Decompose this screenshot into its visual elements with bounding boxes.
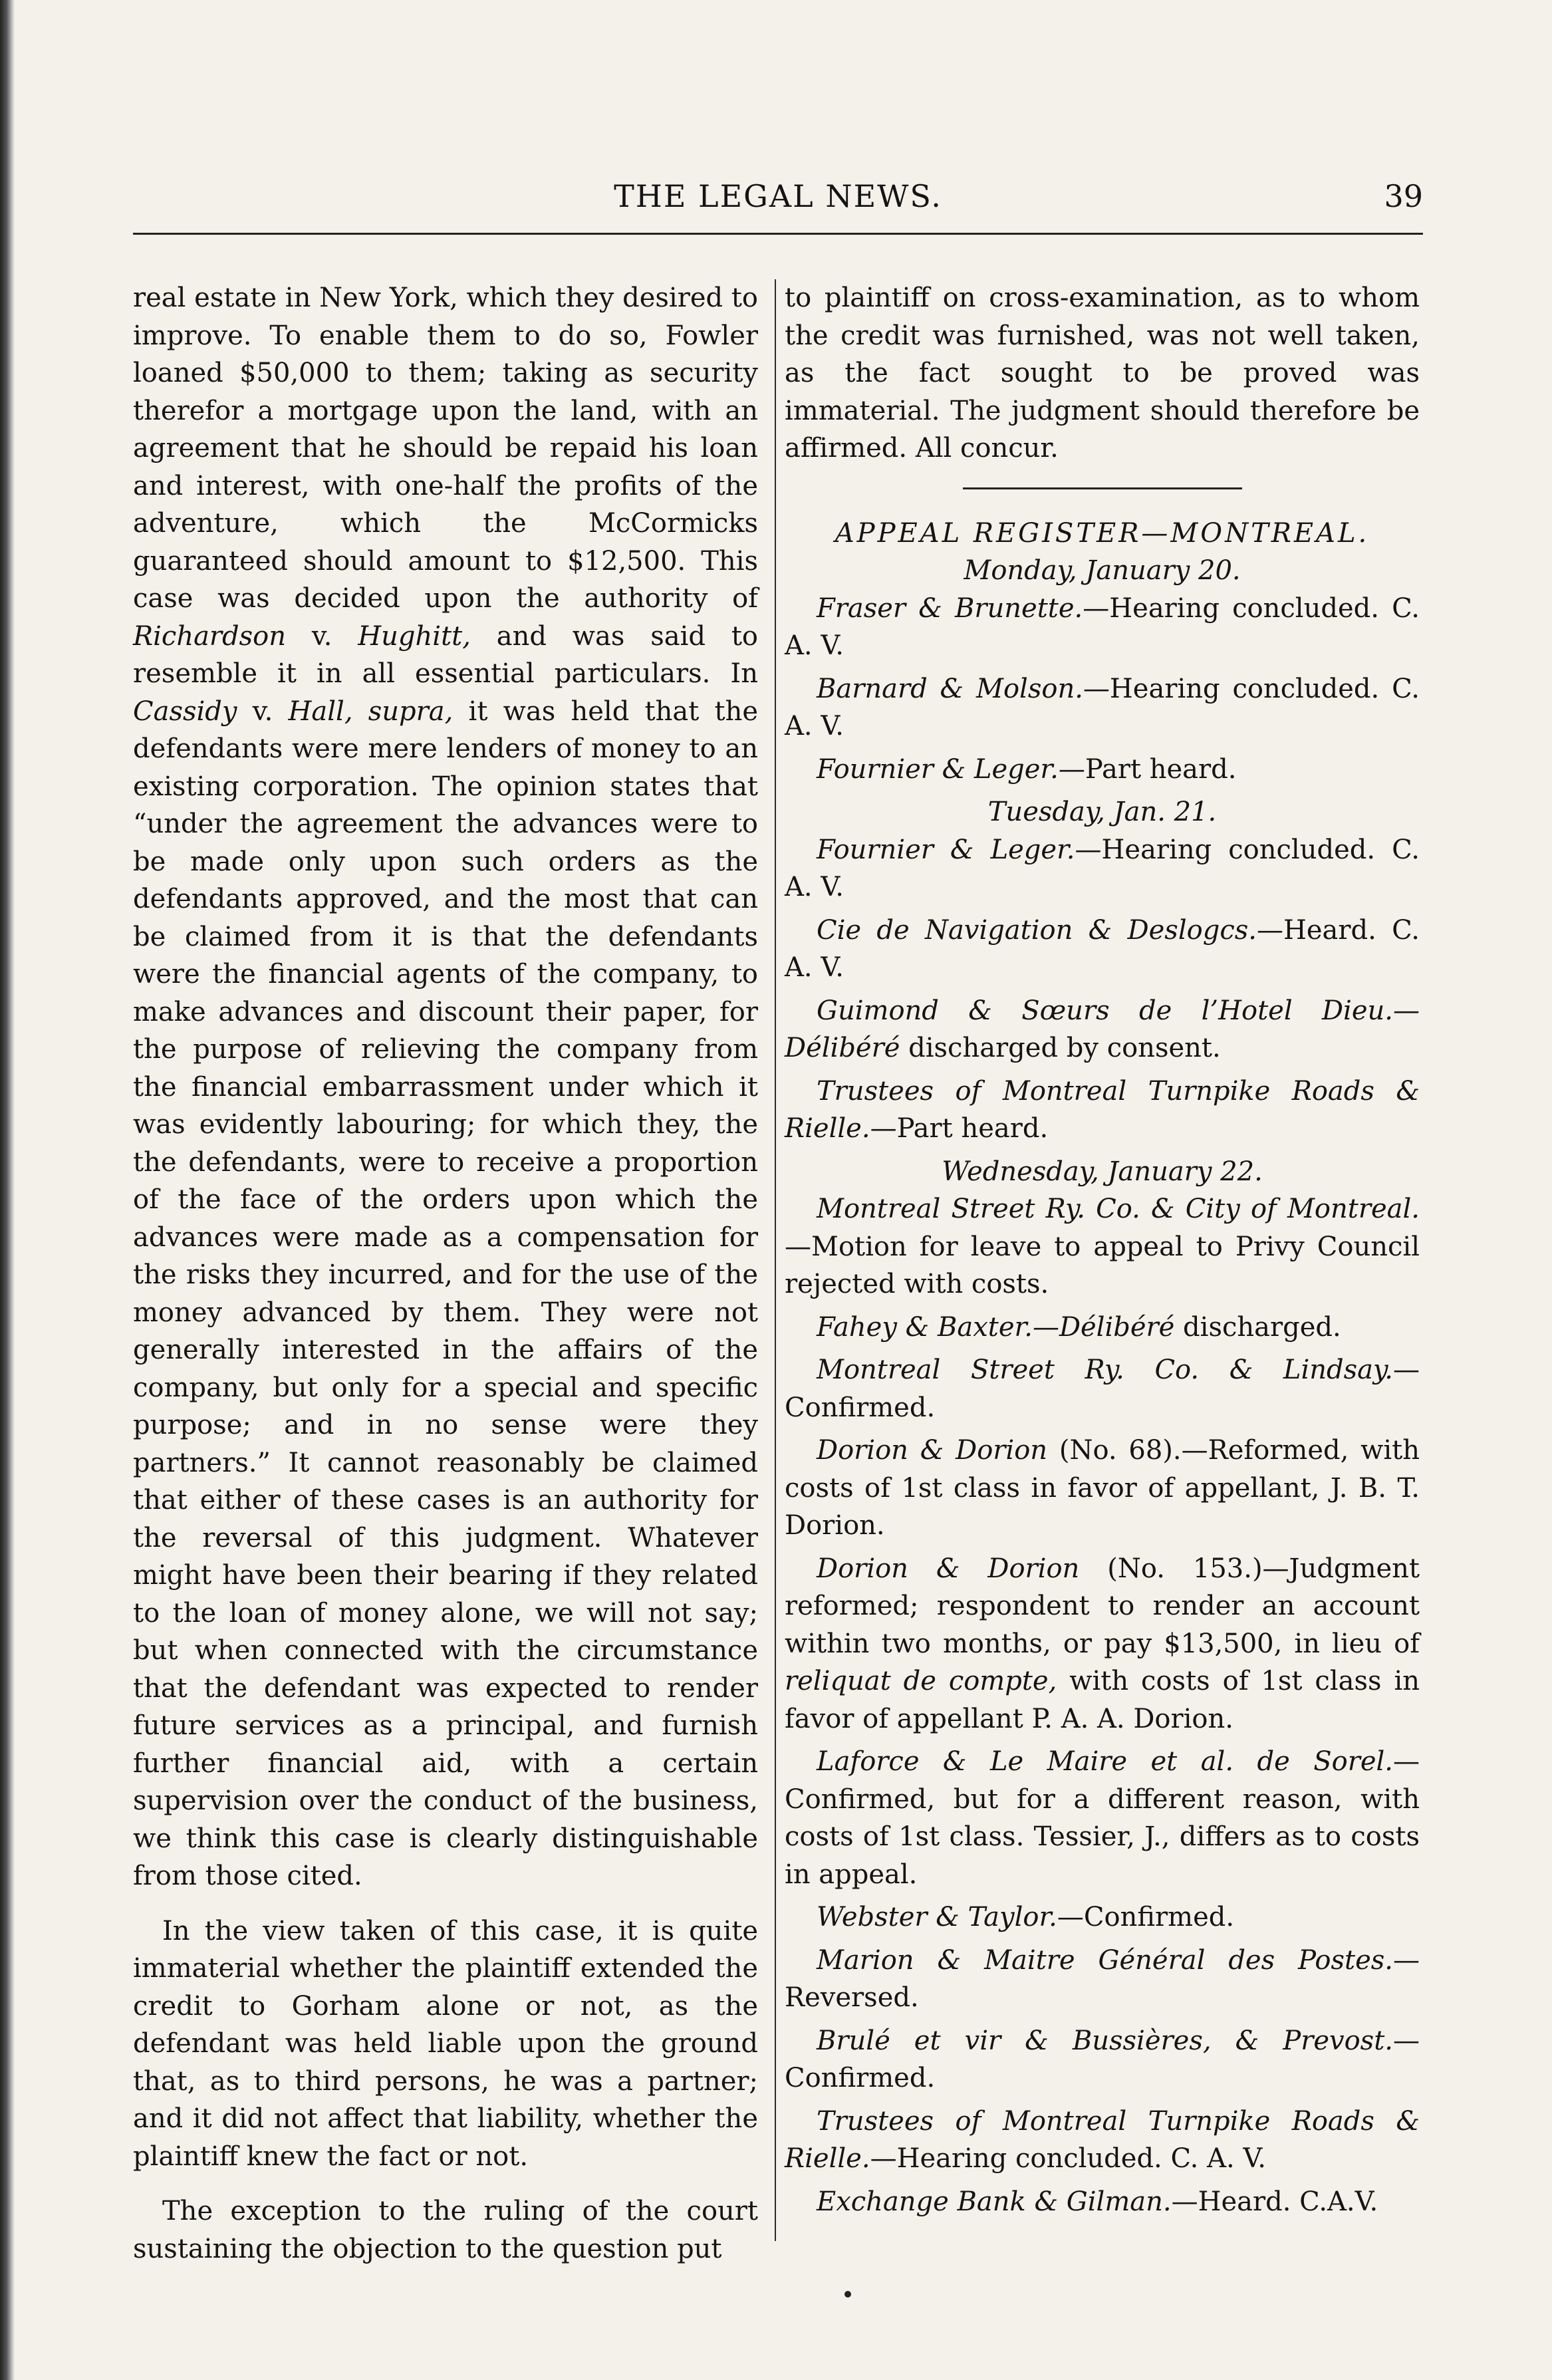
- entry-text: —Hearing concluded. C. A. V.: [870, 2143, 1267, 2174]
- left-paragraph-1: [133, 279, 758, 1895]
- entry-text-continued: with costs of 1st class in favor of appellant P. A. A. Dorion.: [785, 1666, 1420, 1734]
- case-name: Trustees of Montreal Turnpike Roads & Rielle.: [785, 1075, 1420, 1144]
- case-name: Barnard & Molson.: [817, 673, 1083, 704]
- case-name: Dorion & Dorion: [817, 1435, 1048, 1466]
- register-entry: [785, 670, 1420, 745]
- ink-speck: [844, 2291, 851, 2298]
- case-name: Montreal Street Ry. Co. & City of Montreal.: [817, 1194, 1420, 1224]
- entry-text: —Confirmed.: [785, 2025, 1420, 2093]
- entry-text: —Confirmed, but for a different reason, with costs of 1st class. Tessier, J., differs as to costs in appeal.: [785, 1746, 1420, 1890]
- entry-text: —Hearing concluded. C. A. V.: [785, 834, 1420, 902]
- left-paragraph-1c: it was held that the defendants were mere lenders of money to an existing corporation. The opinion states that “under the agreement the advances were to be made only upon such orders as the defendants approved, and the most that can be claimed from it is that the defendants were the financial agents of the company, to make advances and discount their paper, for the purpose of relieving the company from the financial embarrassment under which it was evidently labouring; for which they, the the defendants, were to receive a proportion of the face of the orders upon which the advances were made as a compensation for the risks they incurred, and for the use of the money advanced by them. They were not generally interested in the affairs of the company, but only for a special and specific purpose; and in no sense were they partners.” It cannot reasonably be claimed that either of these cases is an authority for the reversal of this judgment. Whatever might have been their bearing if they related to the loan of money alone, we will not say; but when connected with the circumstance that the defendant was expected to render future services as a principal, and furnish further financial aid, with a certain supervision over the conduct of the business, we think this case is clearly distinguishable from those cited.: [133, 696, 758, 1891]
- entry-text: —Hearing concluded. C. A. V.: [785, 673, 1420, 741]
- register-entry: [785, 2022, 1420, 2097]
- running-title: THE LEGAL NEWS.: [614, 178, 942, 214]
- day-heading-wednesday: Wednesday, January 22.: [942, 1156, 1263, 1187]
- entry-text: —Part heard.: [870, 1113, 1049, 1144]
- entry-text: —Part heard.: [1058, 753, 1237, 785]
- entry-text: —Motion for leave to appeal to Privy Council rejected with costs.: [785, 1231, 1420, 1299]
- register-entry: [785, 751, 1420, 789]
- section-rule: [963, 487, 1242, 489]
- case-ref-hughitt: Hughitt,: [358, 620, 471, 652]
- versus-1: v.: [286, 620, 358, 652]
- register-entry: [785, 1351, 1420, 1426]
- entry-text: (No. 68).—Reformed, with costs of 1st class in favor of appellant, J. B. T. Dorion.: [785, 1435, 1420, 1541]
- page-header: [133, 178, 1423, 231]
- case-name: Webster & Taylor.: [817, 1902, 1057, 1932]
- left-column: [133, 279, 758, 2268]
- case-name: Montreal Street Ry. Co. & Lindsay.: [817, 1355, 1393, 1385]
- case-ref-hall: Hall, supra,: [288, 696, 453, 727]
- register-entry: [785, 1743, 1420, 1893]
- entry-text: —Heard. C.A.V.: [1171, 2186, 1378, 2217]
- header-rule: [133, 233, 1423, 235]
- register-entry: [785, 590, 1420, 665]
- day-heading-tuesday: Tuesday, Jan. 21.: [987, 797, 1217, 827]
- section-title: APPEAL REGISTER—MONTREAL.: [835, 517, 1370, 549]
- case-name: Brulé et vir & Bussières, & Prevost.: [817, 2025, 1393, 2056]
- binding-edge: [0, 0, 15, 2380]
- case-name: Fraser & Brunette.: [817, 593, 1083, 624]
- right-intro: to plaintiff on cross-examination, as to whom the credit was furnished, was not well taken, as the fact sought to be proved was immaterial. The judgment should therefore be affirmed. All concur.: [785, 283, 1420, 463]
- day-heading-monday: Monday, January 20.: [964, 555, 1241, 586]
- entry-text: discharged.: [1174, 1311, 1341, 1343]
- left-paragraph-1b: and was said to resemble it in all essential particulars. In: [133, 620, 759, 689]
- register-entry: [785, 992, 1420, 1067]
- case-name: Trustees of Montreal Turnpike Roads & Rielle.: [785, 2105, 1420, 2174]
- entry-text: —Hearing concluded. C. A. V.: [785, 593, 1420, 661]
- case-name: Marion & Maitre Général des Postes.: [817, 1944, 1393, 1976]
- entry-italic-phrase: reliquat de compte,: [785, 1666, 1057, 1696]
- case-name: Fournier & Leger.: [817, 834, 1075, 865]
- case-name: Laforce & Le Maire et al. de Sorel.: [817, 1746, 1393, 1777]
- case-name: Exchange Bank & Gilman.: [817, 2186, 1172, 2217]
- case-name: Guimond & Sœurs de l’Hotel Dieu.—Délibéré: [785, 995, 1420, 1063]
- page-number: 39: [1384, 178, 1423, 214]
- register-entry: [785, 1309, 1420, 1347]
- entry-text: —Reversed.: [785, 1944, 1420, 2013]
- case-name: Fournier & Leger.: [817, 753, 1059, 785]
- column-divider: [775, 279, 776, 2241]
- entry-text: (No. 153.)—Judgment reformed; respondent to render an account within two months, or pay $13,500, in lieu of: [785, 1553, 1420, 1659]
- case-ref-cassidy: Cassidy: [133, 696, 237, 727]
- register-entry: [785, 912, 1420, 987]
- left-paragraph-2: In the view taken of this case, it is quite immaterial whether the plaintiff extended the credit to Gorham alone or not, as the defendant was held liable upon the ground that, as to third persons, he was a partner; and it did not affect that liability, whether the plaintiff knew the fact or not.: [133, 1915, 758, 2172]
- register-entry: [785, 2183, 1420, 2221]
- case-name: Cie de Navigation & Deslogcs.: [817, 914, 1257, 946]
- versus-2: v.: [237, 696, 289, 727]
- register-entry: [785, 1899, 1420, 1936]
- register-entry: [785, 2103, 1420, 2178]
- register-entry: [785, 1550, 1420, 1738]
- entry-text: discharged by consent.: [900, 1033, 1221, 1063]
- register-entry: [785, 831, 1420, 906]
- entry-text: —Heard. C. A. V.: [785, 914, 1420, 983]
- left-paragraph-3: The exception to the ruling of the court sustaining the objection to the question put: [133, 2196, 758, 2264]
- case-name: Dorion & Dorion: [817, 1553, 1080, 1584]
- entry-text: —Confirmed.: [785, 1355, 1420, 1423]
- entry-text: —Confirmed.: [1057, 1902, 1235, 1932]
- case-ref-richardson: Richardson: [133, 620, 287, 652]
- left-paragraph-1-text: real estate in New York, which they desired to improve. To enable them to do so, Fowler loaned $50,000 to them; taking as security therefor a mortgage upon the land, with an agreement that he should be repaid his loan and interest, with one-half the profits of the adventure, which the McCormicks guaranteed should amount to $12,500. This case was decided upon the authority of: [133, 283, 758, 614]
- case-name: Fahey & Baxter.—Délibéré: [817, 1311, 1175, 1343]
- register-entry: [785, 1942, 1420, 2017]
- right-column: [785, 279, 1420, 2226]
- register-entry: [785, 1190, 1420, 1303]
- register-entry: [785, 1432, 1420, 1545]
- register-entry: [785, 1073, 1420, 1148]
